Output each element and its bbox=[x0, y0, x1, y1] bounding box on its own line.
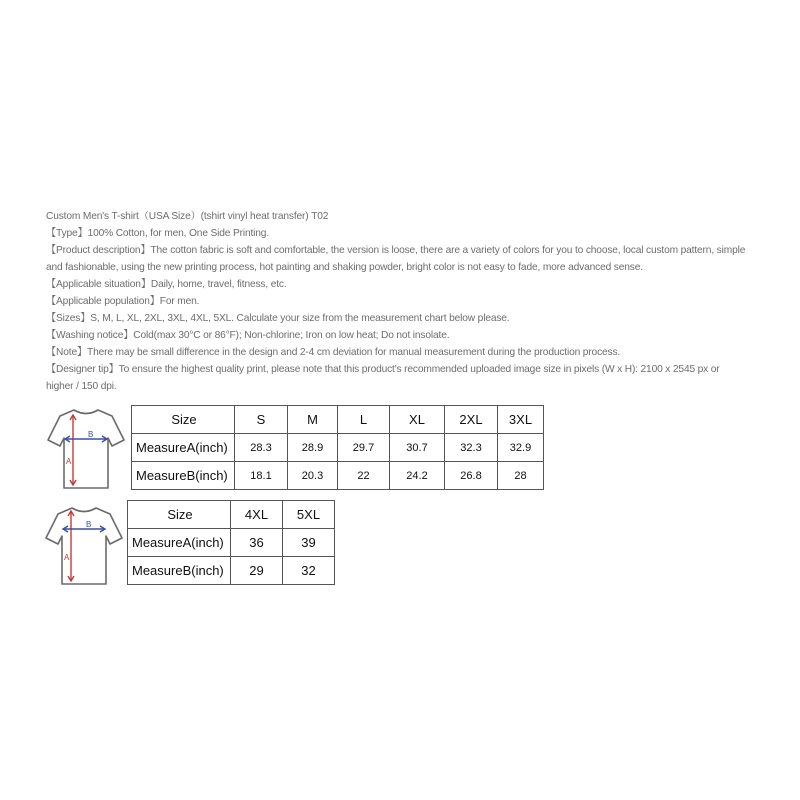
value-cell: 28.9 bbox=[288, 434, 338, 462]
product-description-line: 【Product description】The cotton fabric is soft and comfortable, the version is loose, there are a variety of colors for you to choose, local custom pattern, simple and fashionable, using the new printing process, hot painting and shaking powder, bright color is not easy to fade, more advanced sense. bbox=[46, 245, 746, 273]
value-cell: 28 bbox=[498, 462, 544, 490]
size-cell: 5XL bbox=[283, 501, 335, 529]
note-line: 【Note】There may be small difference in the design and 2-4 cm deviation for manual measurement during the production process. bbox=[46, 347, 621, 358]
size-cell: 2XL bbox=[445, 406, 498, 434]
value-cell: 28.3 bbox=[235, 434, 288, 462]
size-header-label: Size bbox=[128, 501, 231, 529]
value-cell: 39 bbox=[283, 529, 335, 557]
product-description bbox=[46, 208, 746, 395]
applicable-situation-line: 【Applicable situation】Daily, home, travel, fitness, etc. bbox=[46, 279, 287, 290]
tshirt-measurement-icon bbox=[44, 502, 124, 590]
tshirt-measurement-icon bbox=[46, 404, 126, 492]
value-cell: 29.7 bbox=[338, 434, 390, 462]
row-label: MeasureB(inch) bbox=[128, 557, 231, 585]
designer-tip-line: 【Designer tip】To ensure the highest quality print, please note that this product's recommended uploaded image size in pixels (W x H): 2100 x 2545 px or higher / 150 dpi. bbox=[46, 364, 720, 392]
size-cell: XL bbox=[390, 406, 445, 434]
value-cell: 32 bbox=[283, 557, 335, 585]
size-cell: M bbox=[288, 406, 338, 434]
value-cell: 24.2 bbox=[390, 462, 445, 490]
size-header-row bbox=[132, 406, 544, 434]
row-label: MeasureB(inch) bbox=[132, 462, 235, 490]
size-cell: S bbox=[235, 406, 288, 434]
type-line: 【Type】100% Cotton, for men, One Side Printing. bbox=[46, 228, 270, 239]
size-chart-table bbox=[131, 405, 544, 490]
value-cell: 26.8 bbox=[445, 462, 498, 490]
value-cell: 22 bbox=[338, 462, 390, 490]
size-cell: 3XL bbox=[498, 406, 544, 434]
value-cell: 32.3 bbox=[445, 434, 498, 462]
sizes-line: 【Sizes】S, M, L, XL, 2XL, 3XL, 4XL, 5XL. Calculate your size from the measurement chart below please. bbox=[46, 313, 510, 324]
value-cell: 30.7 bbox=[390, 434, 445, 462]
value-cell: 36 bbox=[231, 529, 283, 557]
measure-a-label: A bbox=[66, 457, 72, 466]
table-row bbox=[128, 529, 335, 557]
row-label: MeasureA(inch) bbox=[132, 434, 235, 462]
row-label: MeasureA(inch) bbox=[128, 529, 231, 557]
size-header-row bbox=[128, 501, 335, 529]
table-row bbox=[128, 557, 335, 585]
table-row bbox=[132, 462, 544, 490]
size-cell: L bbox=[338, 406, 390, 434]
value-cell: 18.1 bbox=[235, 462, 288, 490]
washing-notice-line: 【Washing notice】Cold(max 30°C or 86°F); Non-chlorine; Iron on low heat; Do not insolate. bbox=[46, 330, 450, 341]
table-row bbox=[132, 434, 544, 462]
measure-b-label: B bbox=[88, 430, 94, 439]
size-chart-table-large bbox=[127, 500, 335, 585]
applicable-population-line: 【Applicable population】For men. bbox=[46, 296, 200, 307]
measure-b-label: B bbox=[86, 520, 92, 529]
value-cell: 29 bbox=[231, 557, 283, 585]
size-header-label: Size bbox=[132, 406, 235, 434]
measure-a-label: A bbox=[64, 553, 70, 562]
value-cell: 20.3 bbox=[288, 462, 338, 490]
value-cell: 32.9 bbox=[498, 434, 544, 462]
product-title: Custom Men's T-shirt（USA Size）(tshirt vinyl heat transfer) T02 bbox=[46, 211, 329, 222]
size-cell: 4XL bbox=[231, 501, 283, 529]
